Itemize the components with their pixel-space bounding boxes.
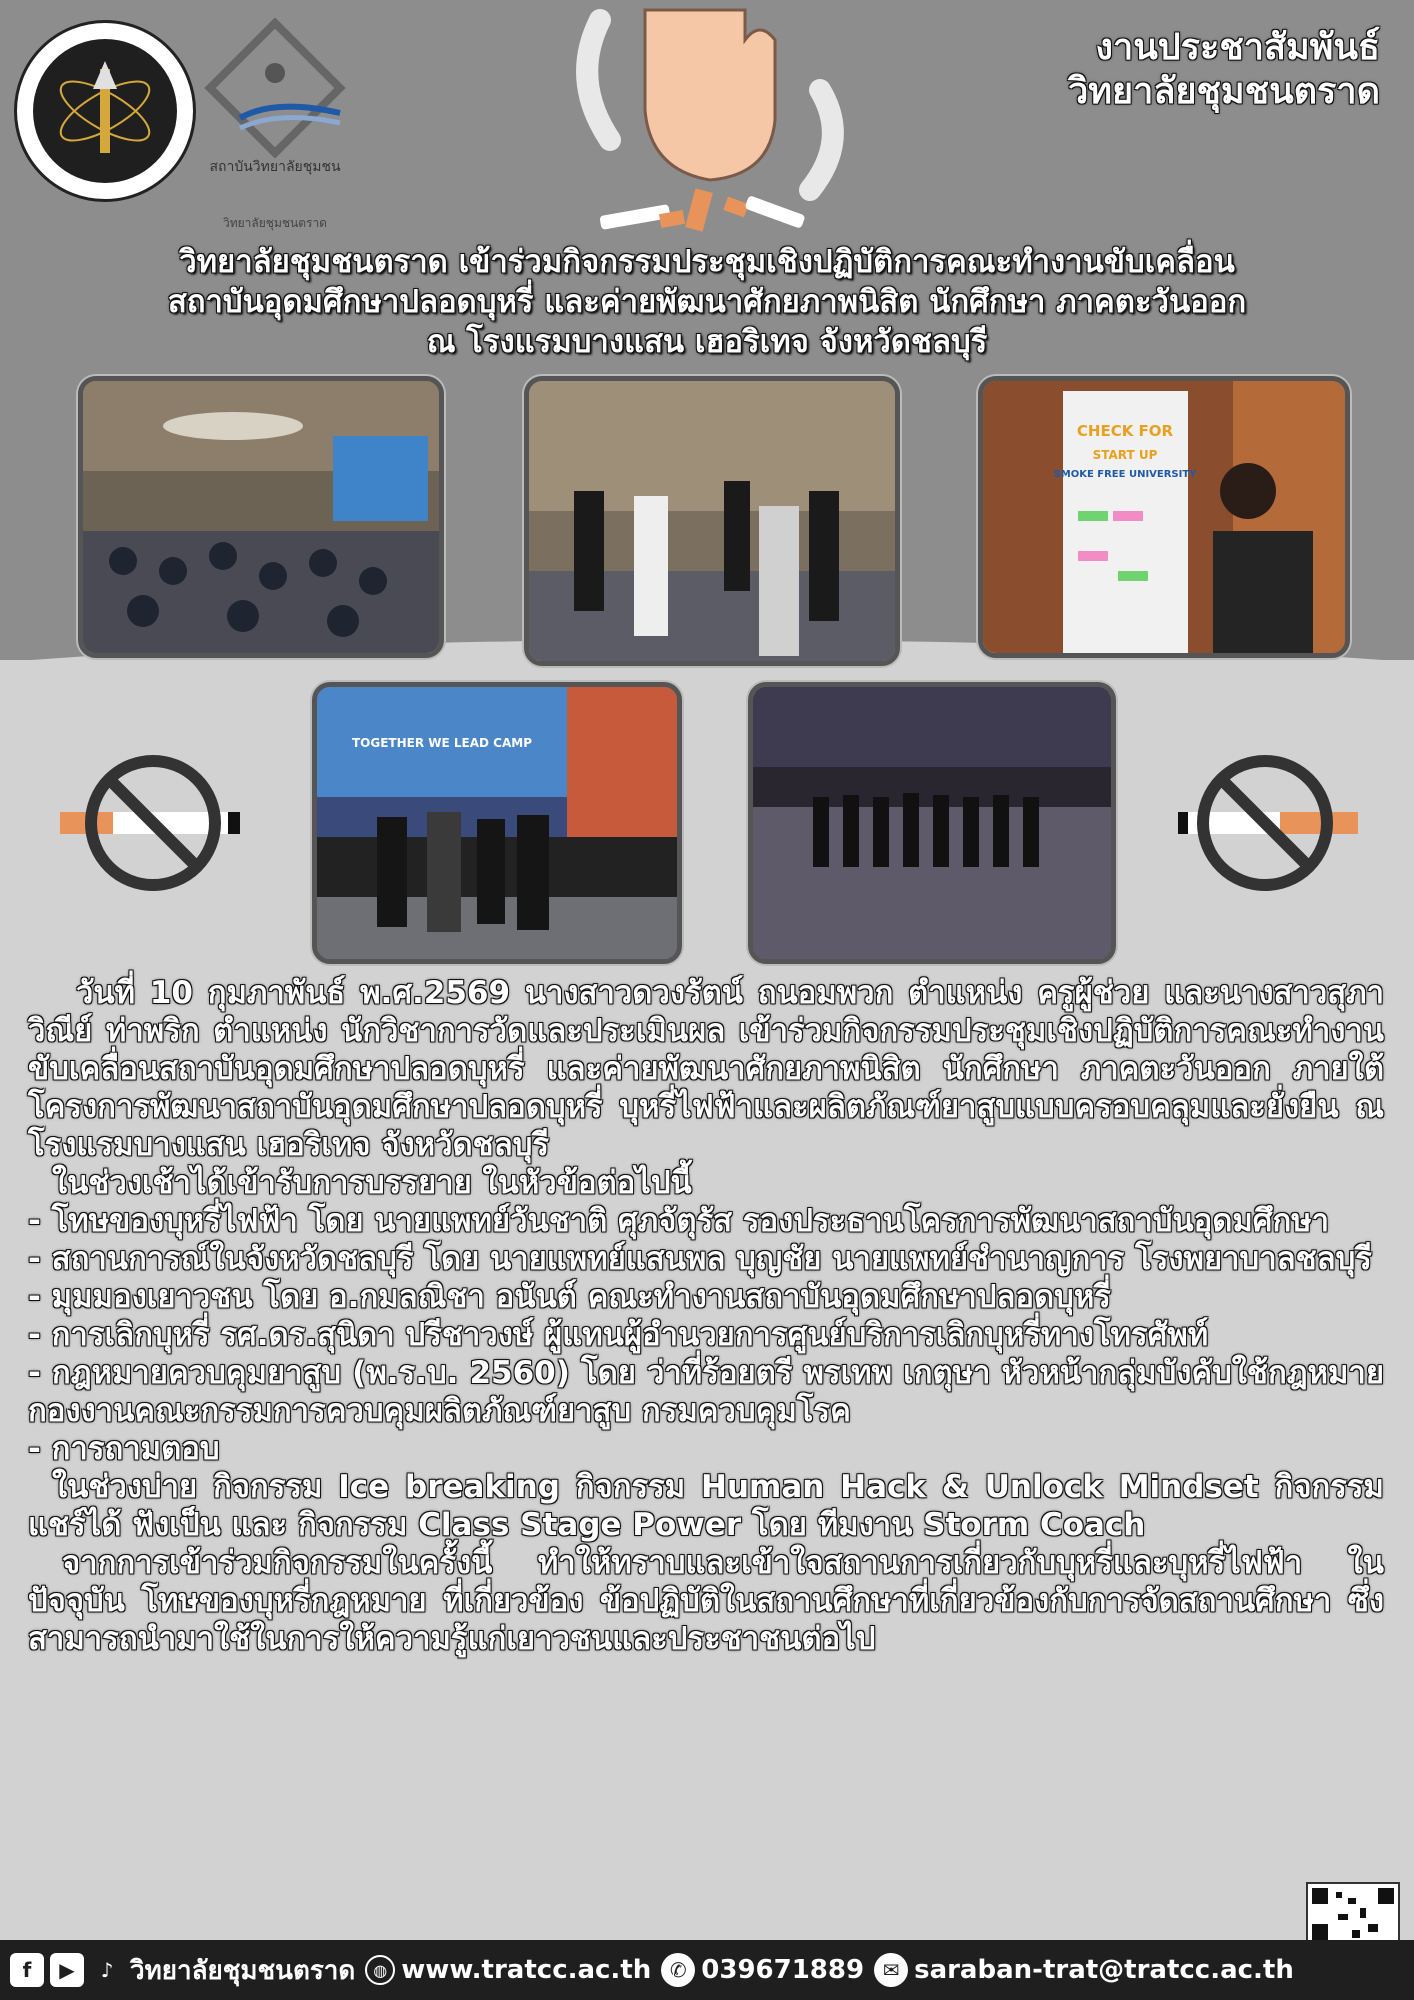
paragraph-afternoon: ในช่วงบ่าย กิจกรรม Ice breaking กิจกรรม Human Hack & Unlock Mindset กิจกรรม แชร์ได้ ฟังเป็น และ กิจกรรม Class Stage Power โดย ทีมงาน Storm Coach (28, 1469, 1384, 1543)
paragraph-morning: ในช่วงเช้าได้เข้ารับการบรรยาย ในหัวข้อต่อไปนี้ (52, 1165, 692, 1201)
footer-bar (0, 1940, 1414, 2000)
logo-college-name: วิทยาลัยชุมชนตราด (223, 216, 327, 230)
svg-text:START UP: START UP (1092, 448, 1158, 462)
list-item: - การเลิกบุหรี่ รศ.ดร.สุนิดา ปรีชาวงษ์ ผู้แทนผู้อำนวยการศูนย์บริการเลิกบุหรี่ทางโทรศัพท์ (28, 1317, 1209, 1353)
photo-activity-group (524, 376, 900, 666)
tiktok-icon[interactable]: ♪ (90, 1953, 124, 1987)
qr-code[interactable] (1306, 1882, 1400, 1946)
photo-group-hall (748, 682, 1116, 964)
svg-text:TOGETHER WE LEAD CAMP: TOGETHER WE LEAD CAMP (352, 736, 532, 750)
globe-icon: ◍ (365, 1955, 395, 1985)
headline-line-2: สถาบันอุดมศึกษาปลอดบุหรี่ และค่ายพัฒนาศักยภาพนิสิต นักศึกษา ภาคตะวันออก (167, 284, 1247, 320)
list-item: - กฎหมายควบคุมยาสูบ (พ.ร.บ. 2560) โดย ว่าที่ร้อยตรี พรเทพ เกตุษา หัวหน้ากลุ่มบังคับใช้กฎหมายกองงานคณะกรรมการควบคุมผลิตภัณฑ์ยาสูบ กรมควบคุมโรค (28, 1355, 1384, 1429)
photo-meeting-hall (78, 376, 444, 658)
logo-institute-name: สถาบันวิทยาลัยชุมชน (209, 159, 341, 175)
headline (20, 242, 1394, 362)
list-item: - การถามตอบ (28, 1431, 220, 1467)
department-line-2: วิทยาลัยชุมชนตราด (1068, 71, 1380, 112)
list-item: - สถานการณ์ในจังหวัดชลบุรี โดย นายแพทย์แสนพล บุญชัย นายแพทย์ชำนาญการ โรงพยาบาลชลบุรี (28, 1241, 1372, 1277)
mail-icon: ✉ (874, 1953, 908, 1987)
footer-website[interactable] (365, 1955, 651, 1985)
photo-stage-group (312, 682, 682, 964)
photo-poster-board (978, 376, 1350, 658)
footer-email[interactable] (874, 1953, 1294, 1987)
phone-number[interactable]: 039671889 (701, 1955, 865, 1985)
hand-breaking-cigarette-illustration (560, 0, 860, 250)
no-smoking-icon (58, 740, 248, 900)
no-smoking-icon (1170, 740, 1360, 900)
phone-icon: ✆ (661, 1953, 695, 1987)
svg-text:SMOKE FREE UNIVERSITY: SMOKE FREE UNIVERSITY (1053, 469, 1197, 480)
department-line-1: งานประชาสัมพันธ์ (1095, 27, 1380, 68)
ministry-logo (14, 20, 196, 202)
footer-phone[interactable] (661, 1953, 864, 1987)
footer-college-name: วิทยาลัยชุมชนตราด (130, 1955, 356, 1986)
department-label (1068, 26, 1380, 114)
email-link[interactable]: saraban-trat@tratcc.ac.th (914, 1955, 1294, 1985)
list-item: - มุมมองเยาวชน โดย อ.กมลณิชา อนันต์ คณะทำงานสถาบันอุดมศึกษาปลอดบุหรี่ (28, 1279, 1111, 1315)
facebook-icon[interactable]: f (10, 1953, 44, 1987)
article-body (28, 974, 1384, 1658)
list-item: - โทษของบุหรี่ไฟฟ้า โดย นายแพทย์วันชาติ ศุภจัตุรัส รองประธานโครการพัฒนาสถาบันอุดมศึกษา (28, 1203, 1330, 1239)
paragraph-conclusion: จากการเข้าร่วมกิจกรรมในครั้งนี้ ทำให้ทราบและเข้าใจสถานการเกี่ยวกับบุหรี่และบุหรี่ไฟฟ้า ในปัจจุบัน โทษของบุหรี่กฎหมาย ที่เกี่ยวข้อง ข้อปฏิบัติในสถานศึกษาที่เกี่ยวข้องกับการจัดสถานศึกษา ซึ่งสามารถนำมาใช้ในการให้ความรู้แก่เยาวชนและประชาชนต่อไป (28, 1545, 1384, 1657)
youtube-icon[interactable]: ▶ (50, 1953, 84, 1987)
community-college-logo (200, 18, 350, 230)
website-link[interactable]: www.tratcc.ac.th (401, 1955, 652, 1985)
svg-text:CHECK FOR: CHECK FOR (1076, 422, 1174, 440)
headline-line-1: วิทยาลัยชุมชนตราด เข้าร่วมกิจกรรมประชุมเชิงปฏิบัติการคณะทำงานขับเคลื่อน (179, 244, 1235, 280)
headline-line-3: ณ โรงแรมบางแสน เฮอริเทจ จังหวัดชลบุรี (426, 324, 988, 360)
paragraph-intro: วันที่ 10 กุมภาพันธ์ พ.ศ.2569 นางสาวดวงรัตน์ ถนอมพวก ตำแหน่ง ครูผู้ช่วย และนางสาวสุภาวิณีย์ ท่าพริก ตำแหน่ง นักวิชาการวัดและประเมินผล เข้าร่วมกิจกรรมประชุมเชิงปฏิบัติการคณะทำงานขับเคลื่อนสถาบันอุดมศึกษาปลอดบุหรี่ และค่ายพัฒนาศักยภาพนิสิต นักศึกษา ภาคตะวันออก ภายใต้โครงการพัฒนาสถาบันอุดมศึกษาปลอดบุหรี่ บุหรี่ไฟฟ้าและผลิตภัณฑ์ยาสูบแบบครอบคลุมและยั่งยืน ณ โรงแรมบางแสน เฮอริเทจ จังหวัดชลบุรี (28, 975, 1384, 1163)
social-links (10, 1950, 355, 1991)
